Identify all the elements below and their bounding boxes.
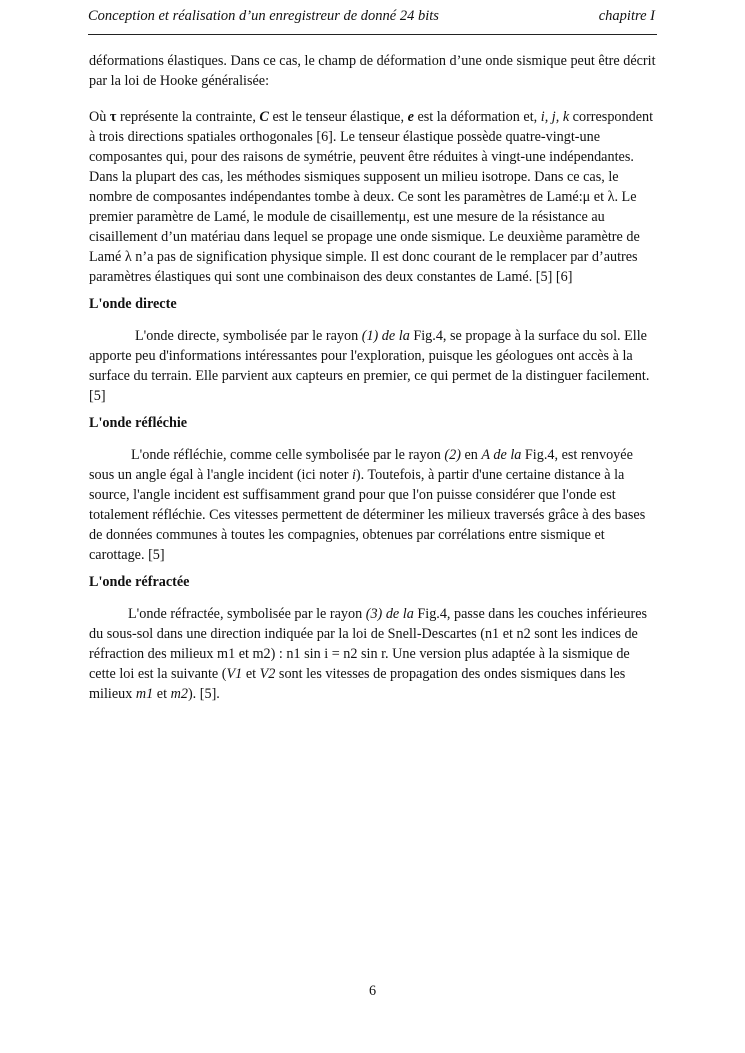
text-run: L'onde réfléchie, comme celle symbolisée par le rayon	[131, 447, 445, 463]
paragraph-onde-directe	[89, 326, 657, 406]
text-run: en	[460, 447, 482, 463]
text-italic: (1) de la	[361, 328, 410, 344]
text-run: Fig.4, est renvoyée sous un angle égal à l'angle incident (ici noter	[89, 447, 633, 483]
text-run: correspondent à trois directions spatiales orthogonales [6]. Le tenseur élastique possède quatre-vingt-une composantes qui, pour des raisons de symétrie, peuvent être réduites à vingt-une indépendantes. Dans la plupart des cas, les méthodes sismiques supposent un milieu isotrope. Dans ce cas, le nombre de composantes indépendantes tombe à deux. Ce sont les paramètres de Lamé:μ et λ. Le premier paramètre de Lamé, le module de cisaillementμ, est une mesure de la résistance au cisaillement d’un matériau dans lequel se propage une onde sismique. Le deuxième paramètre de Lamé λ n’a pas de signification physique simple. Il est donc courant de le remplacer par d’autres paramètres élastiques qui sont une combinaison des deux constantes de Lamé. [5] [6]	[89, 109, 654, 285]
document-body	[89, 51, 657, 704]
symbol-C: C	[259, 109, 269, 125]
text-italic: V1	[226, 666, 243, 682]
symbol-e: e	[407, 109, 414, 125]
symbol-tau: τ	[109, 109, 117, 125]
text-run: représente la contrainte,	[116, 109, 260, 125]
page-header	[88, 8, 657, 35]
text-run: est le tenseur élastique,	[268, 109, 408, 125]
text-run: Où	[89, 109, 110, 125]
text-run: est la déformation et,	[413, 109, 541, 125]
text-run: sont les vitesses de propagation des ondes sismiques dans les milieux	[89, 666, 626, 702]
page-number: 6	[368, 983, 377, 999]
text-run: ). Toutefois, à partir d'une certaine distance à la source, l'angle incident est suffisamment grand pour que l'on puisse considérer que l'onde est totalement réfléchie. Ces vitesses permettent de déterminer les milieux traversés grâce à des bases de données communes à toutes les compagnies, obtenues par corrélations entre sismique et carottage. [5]	[89, 467, 646, 563]
text-run: Fig.4, passe dans les couches inférieures du sous-sol dans une direction indiquée par la loi de Snell-Descartes (n1 et n2 sont les indices de réfraction des milieux m1 et m2) : n1 sin i = n2 sin r. Une version plus adaptée à la sismique de cette loi est la suivante (	[89, 606, 648, 682]
text-run: L'onde réfractée, symbolisée par le rayon	[128, 606, 366, 622]
symbol-ijk: i, j, k	[540, 109, 570, 125]
intro-paragraph-1: déformations élastiques. Dans ce cas, le champ de déformation d’une onde sismique peut être décrit par la loi de Hooke généralisée:	[89, 53, 656, 89]
text-run: Fig.4, se propage à la surface du sol. Elle apporte peu d'informations intéressantes pour l'exploration, puisque les géologues ont accès à la surface du terrain. Elle parvient aux capteurs en premier, ce qui permet de la distinguer facilement. [5]	[89, 328, 650, 404]
intro-paragraph-2	[89, 107, 657, 287]
paragraph-onde-reflechie	[89, 445, 657, 565]
text-italic: i	[351, 467, 356, 483]
heading-onde-reflechie: L'onde réfléchie	[89, 415, 188, 431]
heading-onde-directe: L'onde directe	[89, 296, 177, 312]
text-italic: (2)	[444, 447, 461, 463]
text-italic: m1	[135, 686, 154, 702]
header-title: Conception et réalisation d’un enregistreur de donné 24 bits	[88, 8, 439, 24]
text-run: et	[242, 666, 260, 682]
text-italic: (3) de la	[365, 606, 414, 622]
text-run: et	[153, 686, 171, 702]
heading-onde-refractee: L'onde réfractée	[89, 574, 190, 590]
header-chapter: chapitre I	[598, 8, 655, 24]
text-run: L'onde directe, symbolisée par le rayon	[135, 328, 362, 344]
paragraph-onde-refractee	[89, 604, 657, 704]
text-run: ). [5].	[187, 686, 220, 702]
text-italic: V2	[259, 666, 276, 682]
text-italic: m2	[170, 686, 188, 702]
text-italic: A de la	[481, 447, 522, 463]
